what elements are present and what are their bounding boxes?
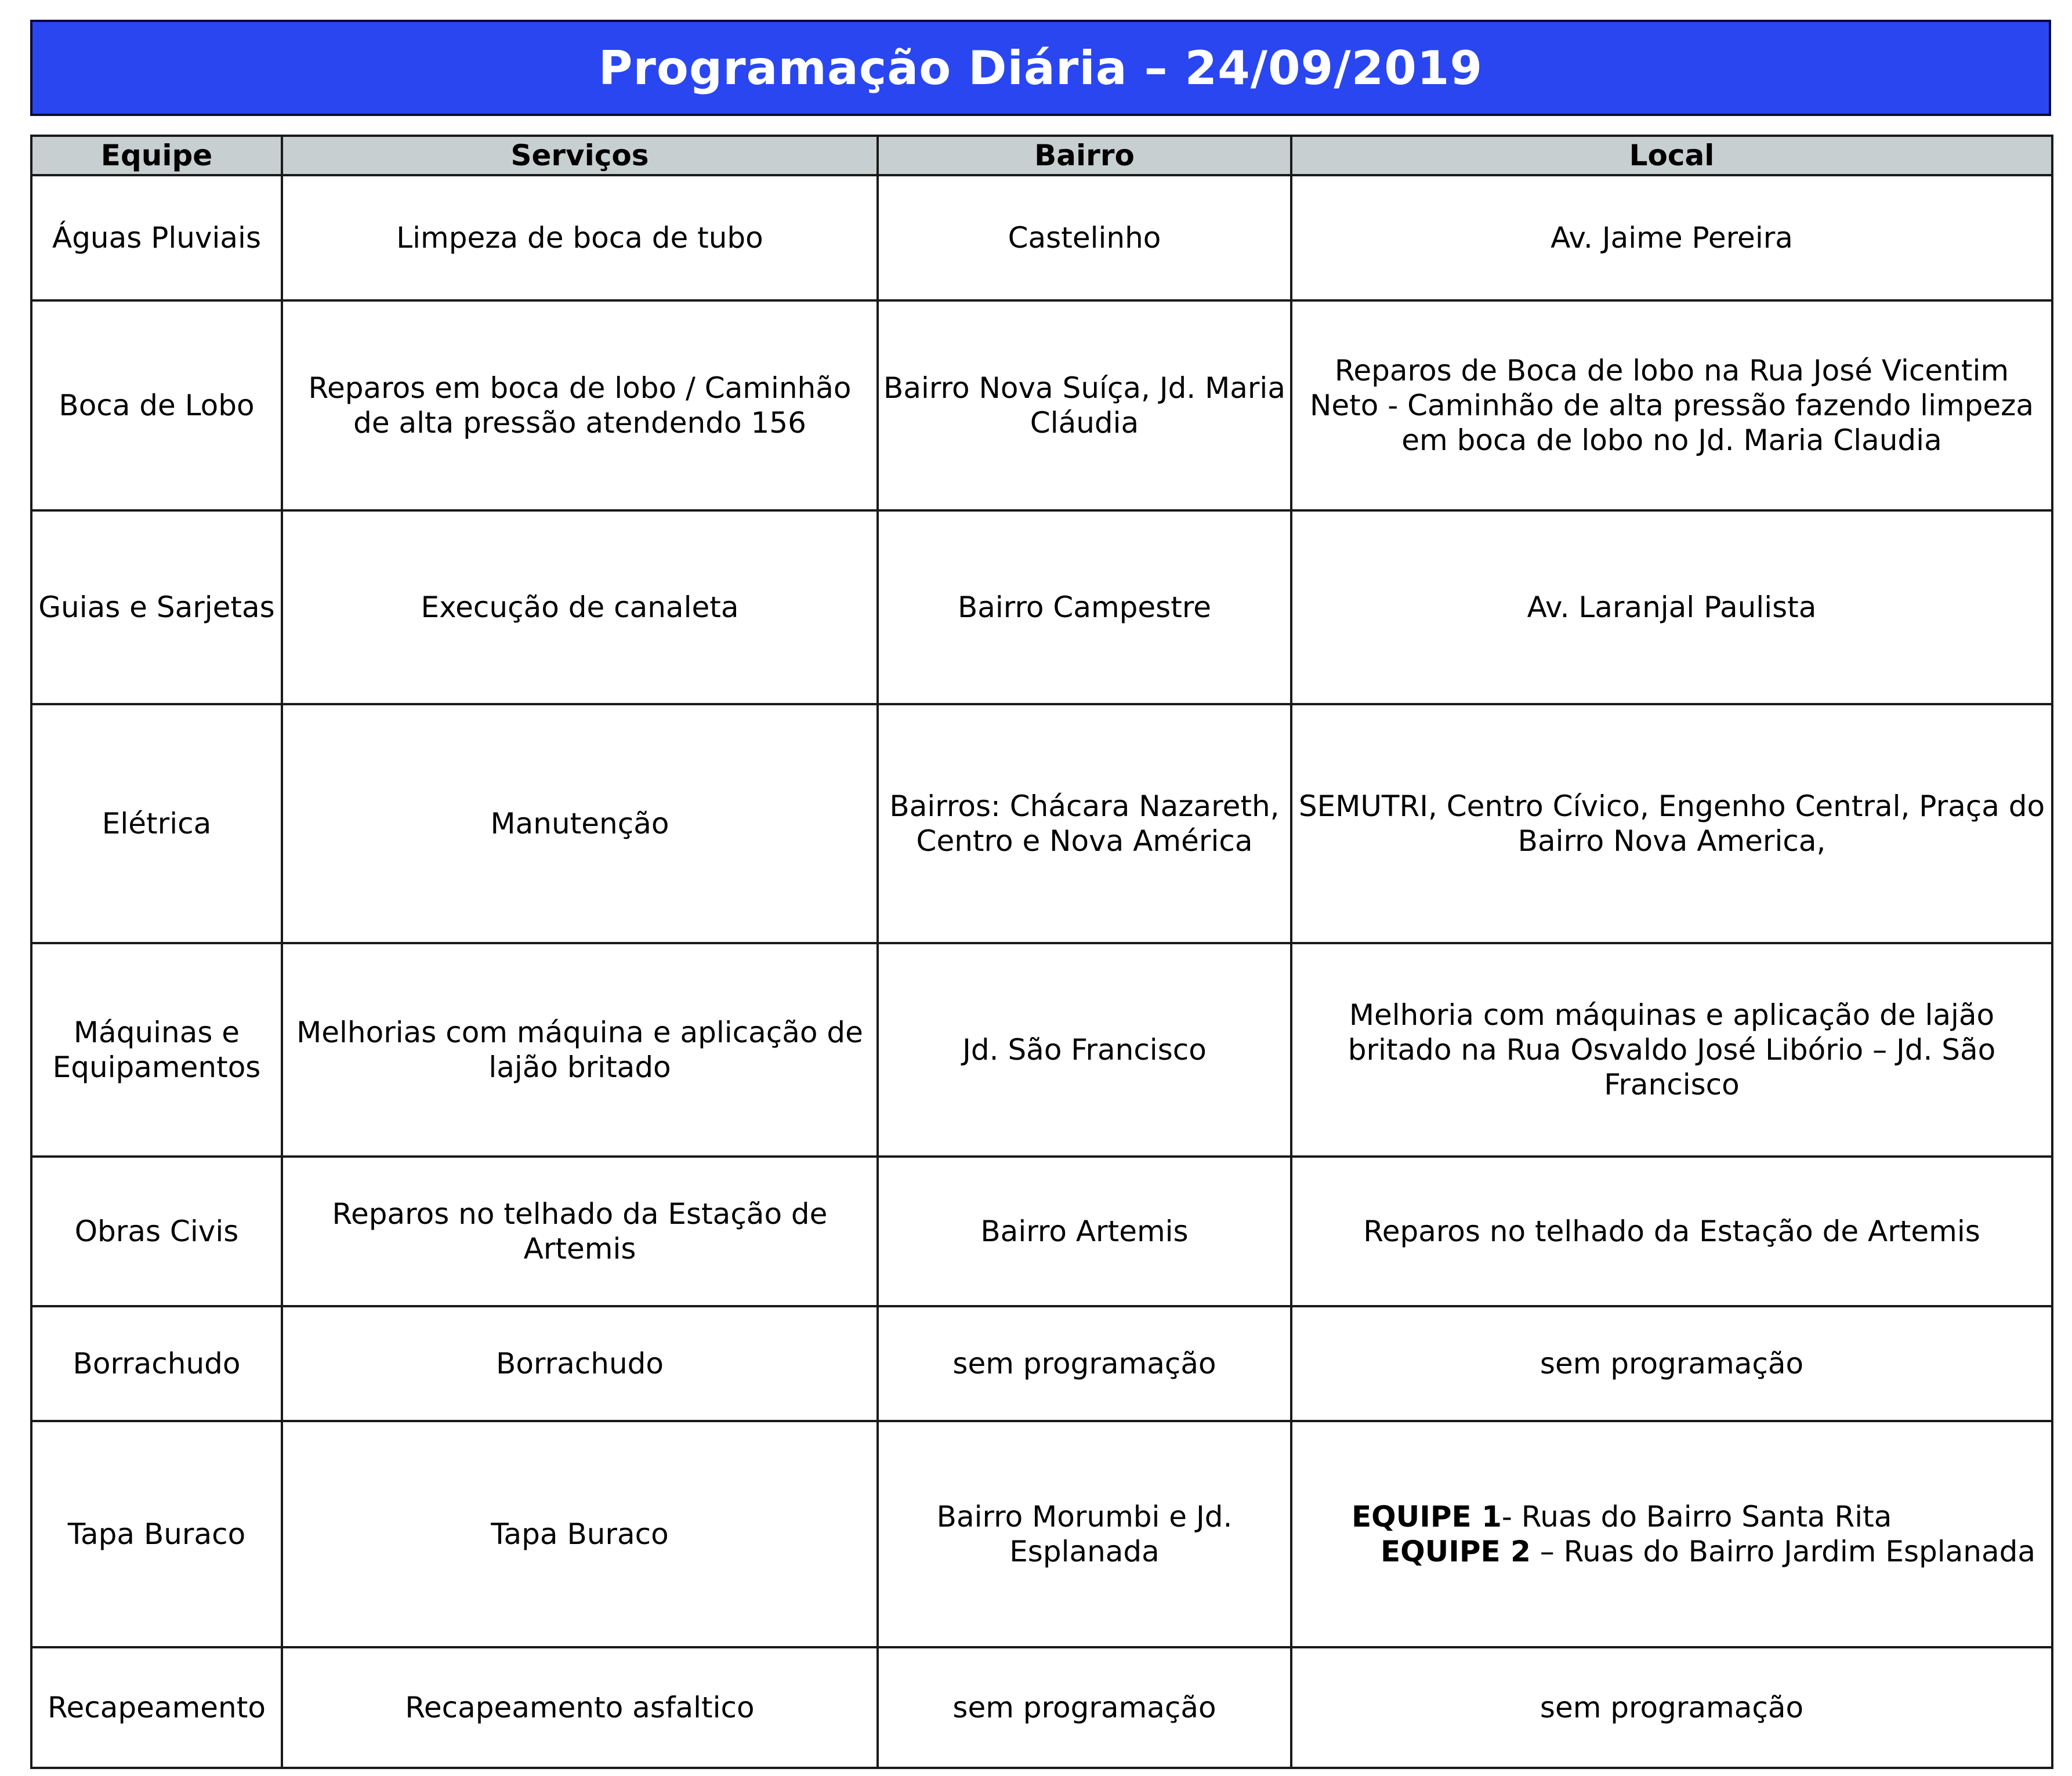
cell-equipe: Boca de Lobo [31,300,282,510]
table-row [31,300,2052,510]
cell-bairro: Castelinho [878,175,1291,300]
cell-servicos: Manutenção [282,704,878,943]
cell-equipe: Guias e Sarjetas [31,510,282,704]
team-label: EQUIPE 1 [1352,1500,1502,1534]
table-row [31,704,2052,943]
cell-equipe: Máquinas e Equipamentos [31,943,282,1157]
team-label: EQUIPE 2 [1381,1535,1531,1568]
table-row [31,1421,2052,1647]
cell-bairro: Jd. São Francisco [878,943,1291,1157]
cell-local: sem programação [1291,1647,2052,1768]
cell-local: Melhoria com máquinas e aplicação de lajão britado na Rua Osvaldo José Libório – Jd. São Francisco [1291,943,2052,1157]
cell-bairro: sem programação [878,1647,1291,1768]
cell-servicos: Limpeza de boca de tubo [282,175,878,300]
cell-equipe: Obras Civis [31,1157,282,1306]
cell-local: Reparos no telhado da Estação de Artemis [1291,1157,2052,1306]
cell-servicos: Execução de canaleta [282,510,878,704]
cell-servicos: Recapeamento asfaltico [282,1647,878,1768]
cell-local: SEMUTRI, Centro Cívico, Engenho Central, Praça do Bairro Nova America, [1291,704,2052,943]
header-servicos: Serviços [282,136,878,175]
cell-local: sem programação [1291,1306,2052,1421]
cell-servicos: Reparos no telhado da Estação de Artemis [282,1157,878,1306]
local-team-line [1296,1499,2048,1534]
table-row [31,175,2052,300]
cell-servicos: Melhorias com máquina e aplicação de lajão britado [282,943,878,1157]
cell-bairro: Bairro Campestre [878,510,1291,704]
cell-equipe: Borrachudo [31,1306,282,1421]
cell-equipe: Águas Pluviais [31,175,282,300]
cell-bairro: Bairro Artemis [878,1157,1291,1306]
table-row [31,510,2052,704]
team-text: – Ruas do Bairro Jardim Esplanada [1530,1535,2036,1568]
cell-bairro: Bairros: Chácara Nazareth, Centro e Nova América [878,704,1291,943]
cell-servicos: Reparos em boca de lobo / Caminhão de alta pressão atendendo 156 [282,300,878,510]
table-row [31,1157,2052,1306]
cell-bairro: Bairro Morumbi e Jd. Esplanada [878,1421,1291,1647]
cell-servicos: Borrachudo [282,1306,878,1421]
team-text: - Ruas do Bairro Santa Rita [1501,1500,1892,1534]
page-title: Programação Diária – 24/09/2019 [30,20,2051,116]
table-row [31,943,2052,1157]
table-row [31,1647,2052,1768]
cell-bairro: sem programação [878,1306,1291,1421]
header-row [31,136,2052,175]
header-local: Local [1291,136,2052,175]
cell-local [1291,1421,2052,1647]
table-row [31,1306,2052,1421]
cell-local: Reparos de Boca de lobo na Rua José Vicentim Neto - Caminhão de alta pressão fazendo limpeza em boca de lobo no Jd. Maria Claudia [1291,300,2052,510]
cell-equipe: Elétrica [31,704,282,943]
cell-equipe: Recapeamento [31,1647,282,1768]
cell-local: Av. Laranjal Paulista [1291,510,2052,704]
header-equipe: Equipe [31,136,282,175]
cell-bairro: Bairro Nova Suíça, Jd. Maria Cláudia [878,300,1291,510]
header-bairro: Bairro [878,136,1291,175]
cell-servicos: Tapa Buraco [282,1421,878,1647]
local-team-line [1296,1534,2048,1569]
schedule-table [30,135,2053,1769]
cell-equipe: Tapa Buraco [31,1421,282,1647]
cell-local: Av. Jaime Pereira [1291,175,2052,300]
